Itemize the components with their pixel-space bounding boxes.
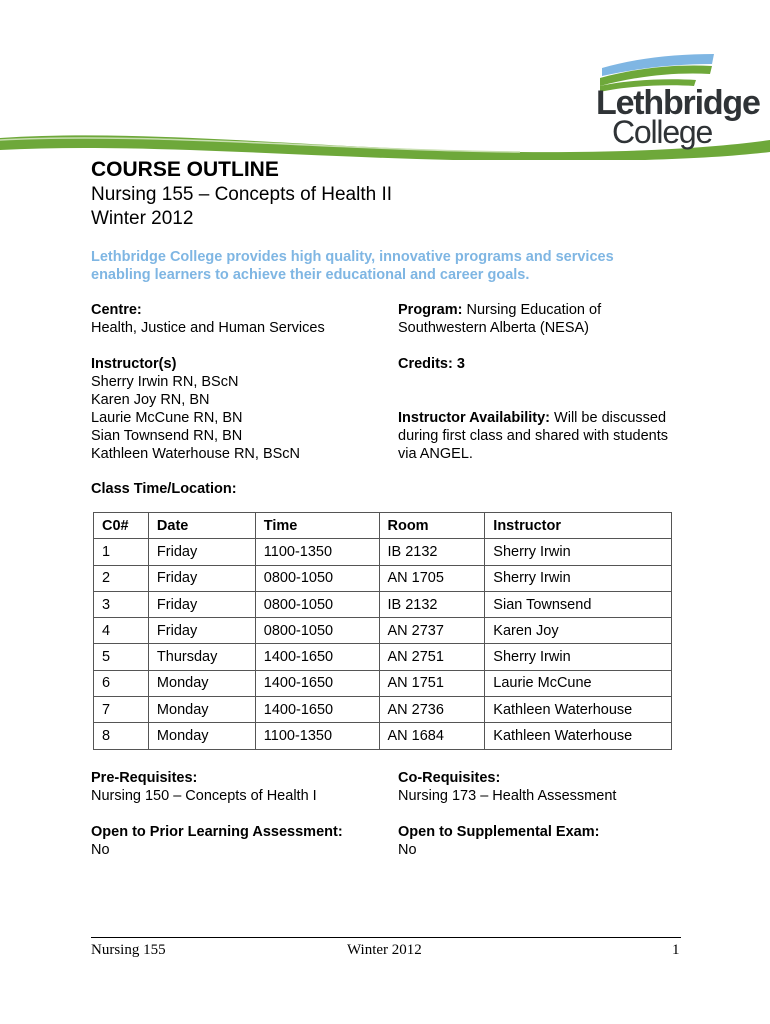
centre-block — [91, 301, 325, 337]
cell-instructor: Sherry Irwin — [485, 644, 672, 670]
table-row — [94, 670, 672, 696]
cell-room: AN 1684 — [379, 723, 485, 749]
footer-page-number: 1 — [672, 942, 680, 958]
cell-time: 0800-1050 — [255, 618, 379, 644]
logo-text-college: College — [612, 114, 713, 150]
cell-date: Friday — [148, 591, 255, 617]
table-row — [94, 697, 672, 723]
cell-number: 4 — [94, 618, 149, 644]
instructors-label: Instructor(s) — [91, 356, 177, 372]
corequisites-block — [398, 769, 616, 805]
logo-text-lethbridge: Lethbridge — [596, 84, 760, 122]
cell-room: AN 1751 — [379, 670, 485, 696]
availability-value-line2: during first class and shared with students — [398, 428, 668, 444]
cell-time: 1400-1650 — [255, 644, 379, 670]
centre-label: Centre: — [91, 302, 142, 318]
supplemental-label: Open to Supplemental Exam: — [398, 824, 600, 840]
cell-time: 1100-1350 — [255, 723, 379, 749]
corequisites-label: Co-Requisites: — [398, 770, 501, 786]
credits: Credits: 3 — [398, 356, 465, 372]
cell-time: 1400-1650 — [255, 697, 379, 723]
prerequisites-block — [91, 769, 317, 805]
table-header-row — [94, 513, 672, 539]
cell-instructor: Kathleen Waterhouse — [485, 723, 672, 749]
instructor-name: Laurie McCune RN, BN — [91, 410, 243, 426]
mission-statement: Lethbridge College provides high quality, innovative programs and services enabling learners to achieve their educational and career goals. — [91, 249, 614, 283]
program-label: Program: — [398, 302, 463, 318]
cell-time: 1400-1650 — [255, 670, 379, 696]
cell-instructor: Sherry Irwin — [485, 539, 672, 565]
centre-value: Health, Justice and Human Services — [91, 320, 325, 336]
instructor-name: Kathleen Waterhouse RN, BScN — [91, 446, 301, 462]
page-title: COURSE OUTLINE — [91, 158, 279, 181]
cell-room: AN 2736 — [379, 697, 485, 723]
cell-date: Friday — [148, 539, 255, 565]
column-header: C0# — [94, 513, 149, 539]
corequisites-value: Nursing 173 – Health Assessment — [398, 788, 617, 804]
table-row — [94, 723, 672, 749]
cell-number: 8 — [94, 723, 149, 749]
program-block — [398, 301, 601, 337]
cell-room: IB 2132 — [379, 539, 485, 565]
availability-value-line3: via ANGEL. — [398, 446, 473, 462]
prerequisites-value: Nursing 150 – Concepts of Health I — [91, 788, 317, 804]
cell-date: Monday — [148, 697, 255, 723]
cell-date: Monday — [148, 670, 255, 696]
cell-number: 1 — [94, 539, 149, 565]
course-name: Nursing 155 – Concepts of Health II — [91, 184, 393, 205]
cell-date: Thursday — [148, 644, 255, 670]
cell-instructor: Sherry Irwin — [485, 565, 672, 591]
table-row — [94, 539, 672, 565]
course-term: Winter 2012 — [91, 208, 194, 229]
cell-room: AN 2737 — [379, 618, 485, 644]
column-header: Date — [148, 513, 255, 539]
table-row — [94, 644, 672, 670]
class-schedule-table — [93, 512, 672, 750]
cell-instructor: Laurie McCune — [485, 670, 672, 696]
cell-number: 7 — [94, 697, 149, 723]
cell-time: 0800-1050 — [255, 565, 379, 591]
footer-divider — [91, 937, 681, 938]
instructor-name: Sherry Irwin RN, BScN — [91, 374, 239, 390]
instructor-name: Sian Townsend RN, BN — [91, 428, 243, 444]
footer-term: Winter 2012 — [347, 942, 422, 958]
column-header: Room — [379, 513, 485, 539]
availability-value-line1: Will be discussed — [550, 410, 667, 426]
cell-instructor: Karen Joy — [485, 618, 672, 644]
cell-date: Monday — [148, 723, 255, 749]
cell-date: Friday — [148, 618, 255, 644]
availability-block — [398, 409, 668, 463]
pla-block — [91, 823, 343, 859]
cell-room: AN 1705 — [379, 565, 485, 591]
column-header: Instructor — [485, 513, 672, 539]
cell-instructor: Sian Townsend — [485, 591, 672, 617]
table-row — [94, 591, 672, 617]
table-row — [94, 565, 672, 591]
supplemental-block — [398, 823, 599, 859]
pla-value: No — [91, 842, 110, 858]
class-time-label: Class Time/Location: — [91, 481, 237, 497]
instructor-name: Karen Joy RN, BN — [91, 392, 210, 408]
cell-time: 1100-1350 — [255, 539, 379, 565]
column-header: Time — [255, 513, 379, 539]
cell-number: 2 — [94, 565, 149, 591]
cell-time: 0800-1050 — [255, 591, 379, 617]
prerequisites-label: Pre-Requisites: — [91, 770, 198, 786]
cell-number: 6 — [94, 670, 149, 696]
cell-room: AN 2751 — [379, 644, 485, 670]
cell-number: 3 — [94, 591, 149, 617]
availability-label: Instructor Availability: — [398, 410, 551, 426]
cell-number: 5 — [94, 644, 149, 670]
instructors-block — [91, 355, 300, 463]
cell-room: IB 2132 — [379, 591, 485, 617]
table-row — [94, 618, 672, 644]
cell-date: Friday — [148, 565, 255, 591]
program-value-line1: Nursing Education of — [462, 302, 602, 318]
cell-instructor: Kathleen Waterhouse — [485, 697, 672, 723]
supplemental-value: No — [398, 842, 417, 858]
footer-course: Nursing 155 — [91, 942, 166, 958]
program-value-line2: Southwestern Alberta (NESA) — [398, 320, 590, 336]
pla-label: Open to Prior Learning Assessment: — [91, 824, 343, 840]
